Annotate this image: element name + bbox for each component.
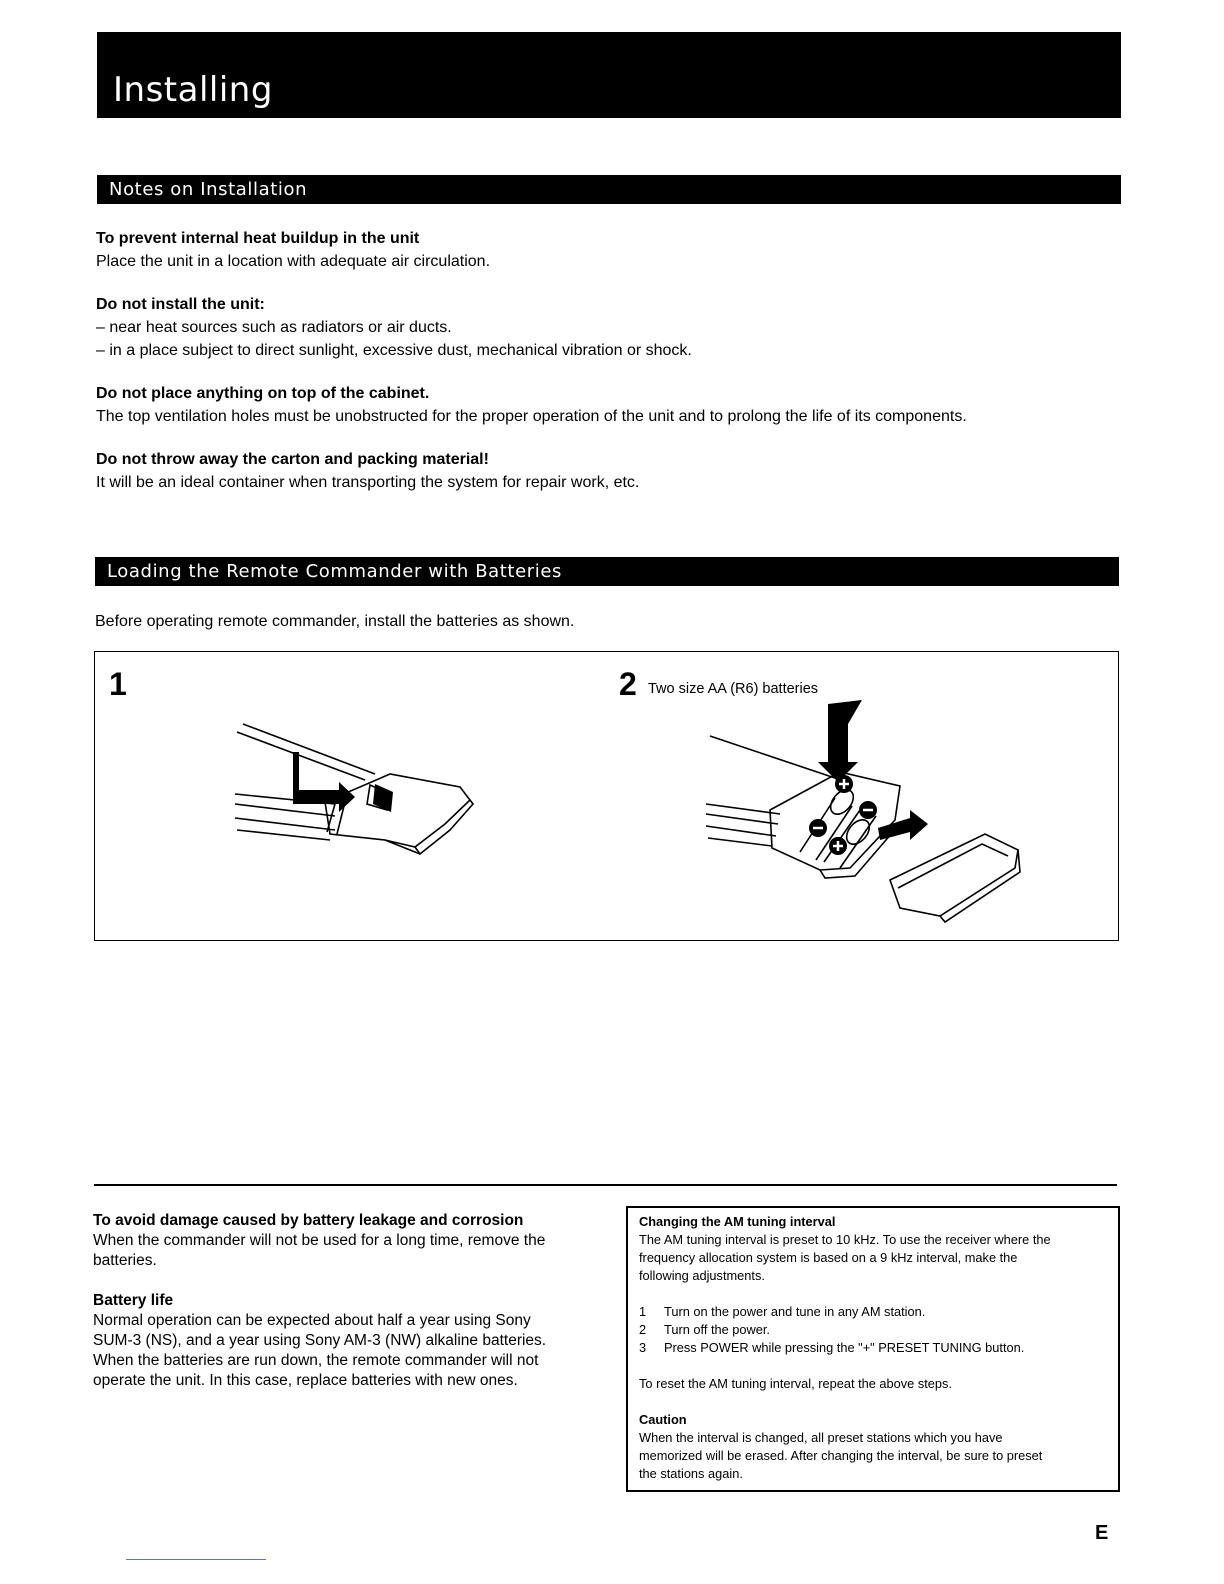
am-box-heading: Changing the AM tuning interval — [639, 1214, 836, 1229]
am-tuning-box — [626, 1206, 1120, 1492]
note-text: – near heat sources such as radiators or air ducts. — [96, 319, 452, 336]
note-heading: To prevent internal heat buildup in the unit — [96, 230, 420, 247]
remote-section-header — [95, 557, 1119, 586]
page-corner-mark: E — [1095, 1522, 1109, 1544]
leakage-text: batteries. — [93, 1252, 157, 1269]
remote-intro: Before operating remote commander, install the batteries as shown. — [95, 613, 575, 630]
note-text: The top ventilation holes must be unobstructed for the proper operation of the unit and to prolong the life of its components. — [96, 408, 967, 425]
battery-life-heading: Battery life — [93, 1292, 174, 1309]
page-title: Installing — [113, 70, 273, 110]
am-step-text: Press POWER while pressing the "+" PRESET TUNING button. — [664, 1340, 1025, 1355]
am-step-number: 1 — [639, 1304, 647, 1319]
page-title-bar — [97, 32, 1121, 118]
am-box-intro: frequency allocation system is based on a 9 kHz interval, make the — [639, 1250, 1018, 1265]
note-heading: Do not throw away the carton and packing material! — [96, 451, 489, 468]
notes-section-title: Notes on Installation — [109, 179, 308, 200]
battery-life-text: When the batteries are run down, the remote commander will not — [93, 1352, 539, 1369]
battery-install-figure — [94, 651, 1119, 941]
caution-text: When the interval is changed, all preset stations which you have — [639, 1430, 1003, 1445]
note-heading: Do not install the unit: — [96, 296, 265, 313]
step-1-number: 1 — [109, 666, 127, 702]
note-text: It will be an ideal container when transporting the system for repair work, etc. — [96, 474, 640, 491]
am-step-number: 3 — [639, 1340, 647, 1355]
battery-life-text: SUM-3 (NS), and a year using Sony AM-3 (NW) alkaline batteries. — [93, 1332, 547, 1349]
note-heading: Do not place anything on top of the cabinet. — [96, 385, 430, 402]
am-box-intro: The AM tuning interval is preset to 10 kHz. To use the receiver where the — [639, 1232, 1051, 1247]
caution-heading: Caution — [639, 1412, 687, 1427]
step-2-caption: Two size AA (R6) batteries — [648, 681, 819, 697]
am-step-text: Turn on the power and tune in any AM station. — [664, 1304, 926, 1319]
caution-text: the stations again. — [639, 1466, 743, 1481]
step-2-number: 2 — [619, 666, 637, 702]
section-divider — [94, 1184, 1117, 1186]
battery-compartment-illustration — [700, 700, 1035, 925]
caution-text: memorized will be erased. After changing the interval, be sure to preset — [639, 1448, 1043, 1463]
note-text: Place the unit in a location with adequate air circulation. — [96, 253, 491, 270]
note-text: – in a place subject to direct sunlight, excessive dust, mechanical vibration or shock. — [96, 342, 692, 359]
remote-cover-illustration — [215, 712, 485, 902]
am-step-text: Turn off the power. — [664, 1322, 770, 1337]
am-box-intro: following adjustments. — [639, 1268, 765, 1283]
battery-life-text: operate the unit. In this case, replace batteries with new ones. — [93, 1372, 518, 1389]
battery-life-text: Normal operation can be expected about half a year using Sony — [93, 1312, 531, 1329]
footer-rule — [126, 1559, 266, 1560]
leakage-text: When the commander will not be used for a long time, remove the — [93, 1232, 546, 1249]
am-step-number: 2 — [639, 1322, 647, 1337]
am-reset-text: To reset the AM tuning interval, repeat the above steps. — [639, 1376, 952, 1391]
remote-section-title: Loading the Remote Commander with Batteries — [107, 561, 563, 582]
leakage-heading: To avoid damage caused by battery leakage and corrosion — [93, 1212, 524, 1229]
notes-section-header — [97, 175, 1121, 204]
